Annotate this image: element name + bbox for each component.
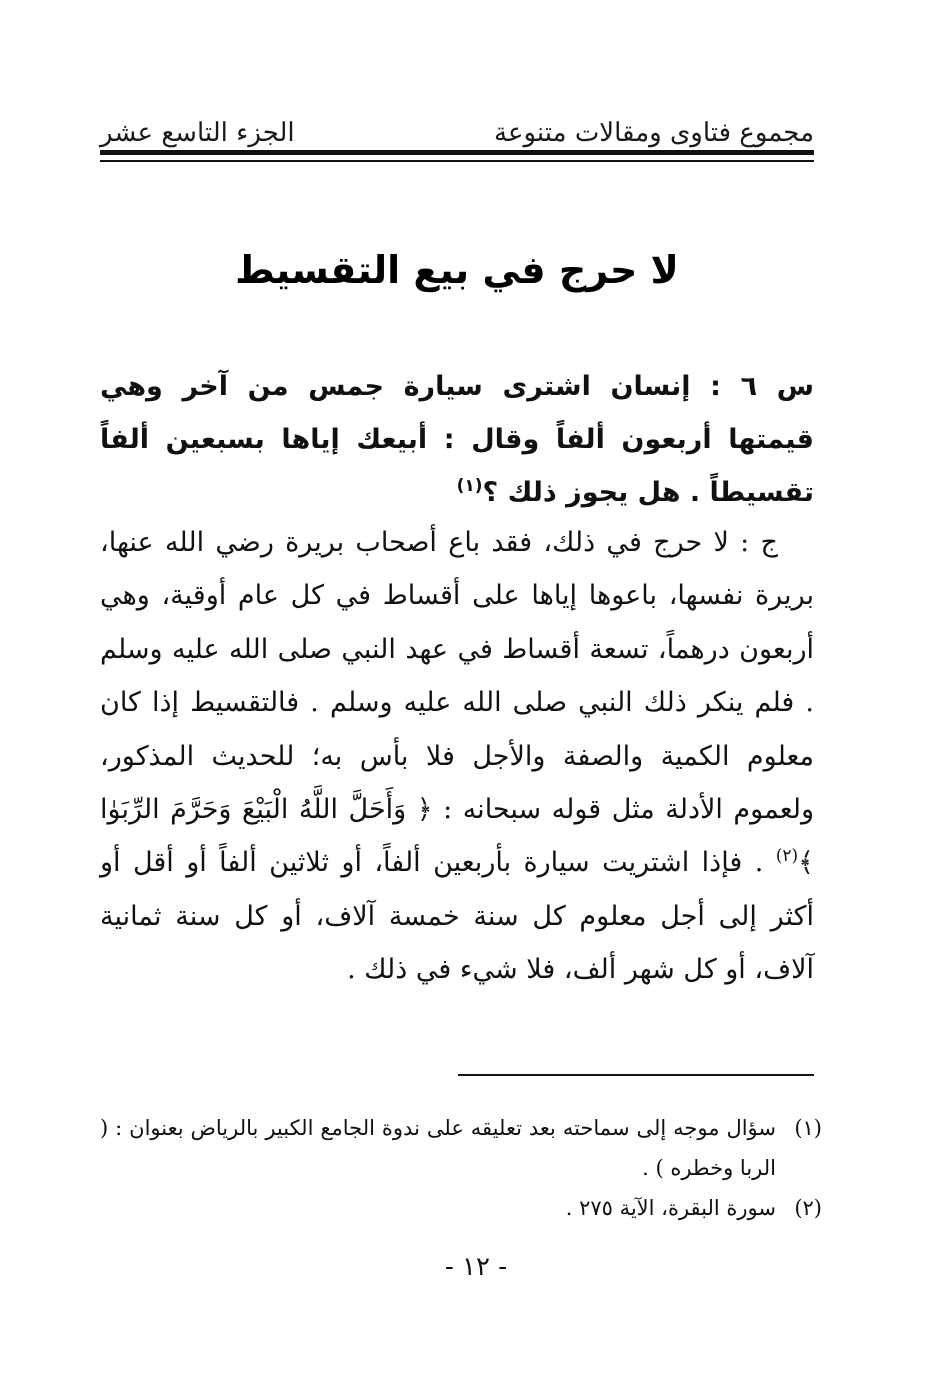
footnote-separator: [458, 1074, 814, 1076]
footnote-number: (٢): [794, 1196, 822, 1220]
volume-label: الجزء التاسع عشر: [100, 118, 295, 148]
header-rule-thick: [100, 150, 814, 155]
footnote-text: سورة البقرة، الآية ٢٧٥ .: [565, 1196, 776, 1220]
running-header: [100, 112, 814, 148]
question-paragraph: [100, 360, 814, 519]
footnote-item: [100, 1188, 822, 1228]
footnotes: [100, 1108, 822, 1228]
quran-verse: ﴿ وَأَحَلَّ اللَّهُ الْبَيْعَ وَحَرَّمَ الرِّبَوٰا ﴾: [100, 794, 814, 879]
footnote-item: [100, 1108, 822, 1188]
question-label: س ٦ :: [710, 371, 814, 402]
article-title: لا حرج في بيع التقسيط: [235, 248, 679, 292]
footnote-number: (١): [794, 1116, 822, 1140]
page-number: - ١٢ -: [444, 1252, 508, 1282]
footnote-ref-2[interactable]: (٢): [775, 846, 799, 867]
book-title: مجموع فتاوى ومقالات متنوعة: [494, 118, 814, 148]
footnote-text: سؤال موجه إلى سماحته بعد تعليقه على ندوة الجامع الكبير بالرياض بعنوان : ( الربا وخطره ) .: [100, 1116, 776, 1180]
header-rule-thin: [100, 160, 814, 162]
answer-text-part2: . فإذا اشتريت سيارة بأربعين ألفاً، أو ثلاثين ألفاً أو أقل أو أكثر إلى أجل معلوم كل سنة خمسة آلاف، أو كل سنة ثمانية آلاف، أو كل شهر ألف، فلا شيء في ذلك .: [100, 847, 814, 986]
answer-paragraph: [100, 516, 814, 997]
question-text: إنسان اشترى سيارة جمس من آخر وهي قيمتها أربعون ألفاً وقال : أبيعك إياها بسبعين ألفاً تقسيطاً . هل يجوز ذلك ؟: [100, 371, 814, 508]
footnote-ref-1[interactable]: (١): [456, 476, 483, 496]
answer-text-part1: ج : لا حرج في ذلك، فقد باع أصحاب بريرة رضي الله عنها، بريرة نفسها، باعوها إياها على أقساط في كل عام أوقية، وهي أربعون درهماً، تسعة أقساط في عهد النبي صلى الله عليه وسلم . فلم ينكر ذلك النبي صلى الله عليه وسلم . فالتقسيط إذا كان معلوم الكمية والصفة والأجل فلا بأس به؛ للحديث المذكور، ولعموم الأدلة مثل قوله سبحانه :: [100, 527, 814, 826]
